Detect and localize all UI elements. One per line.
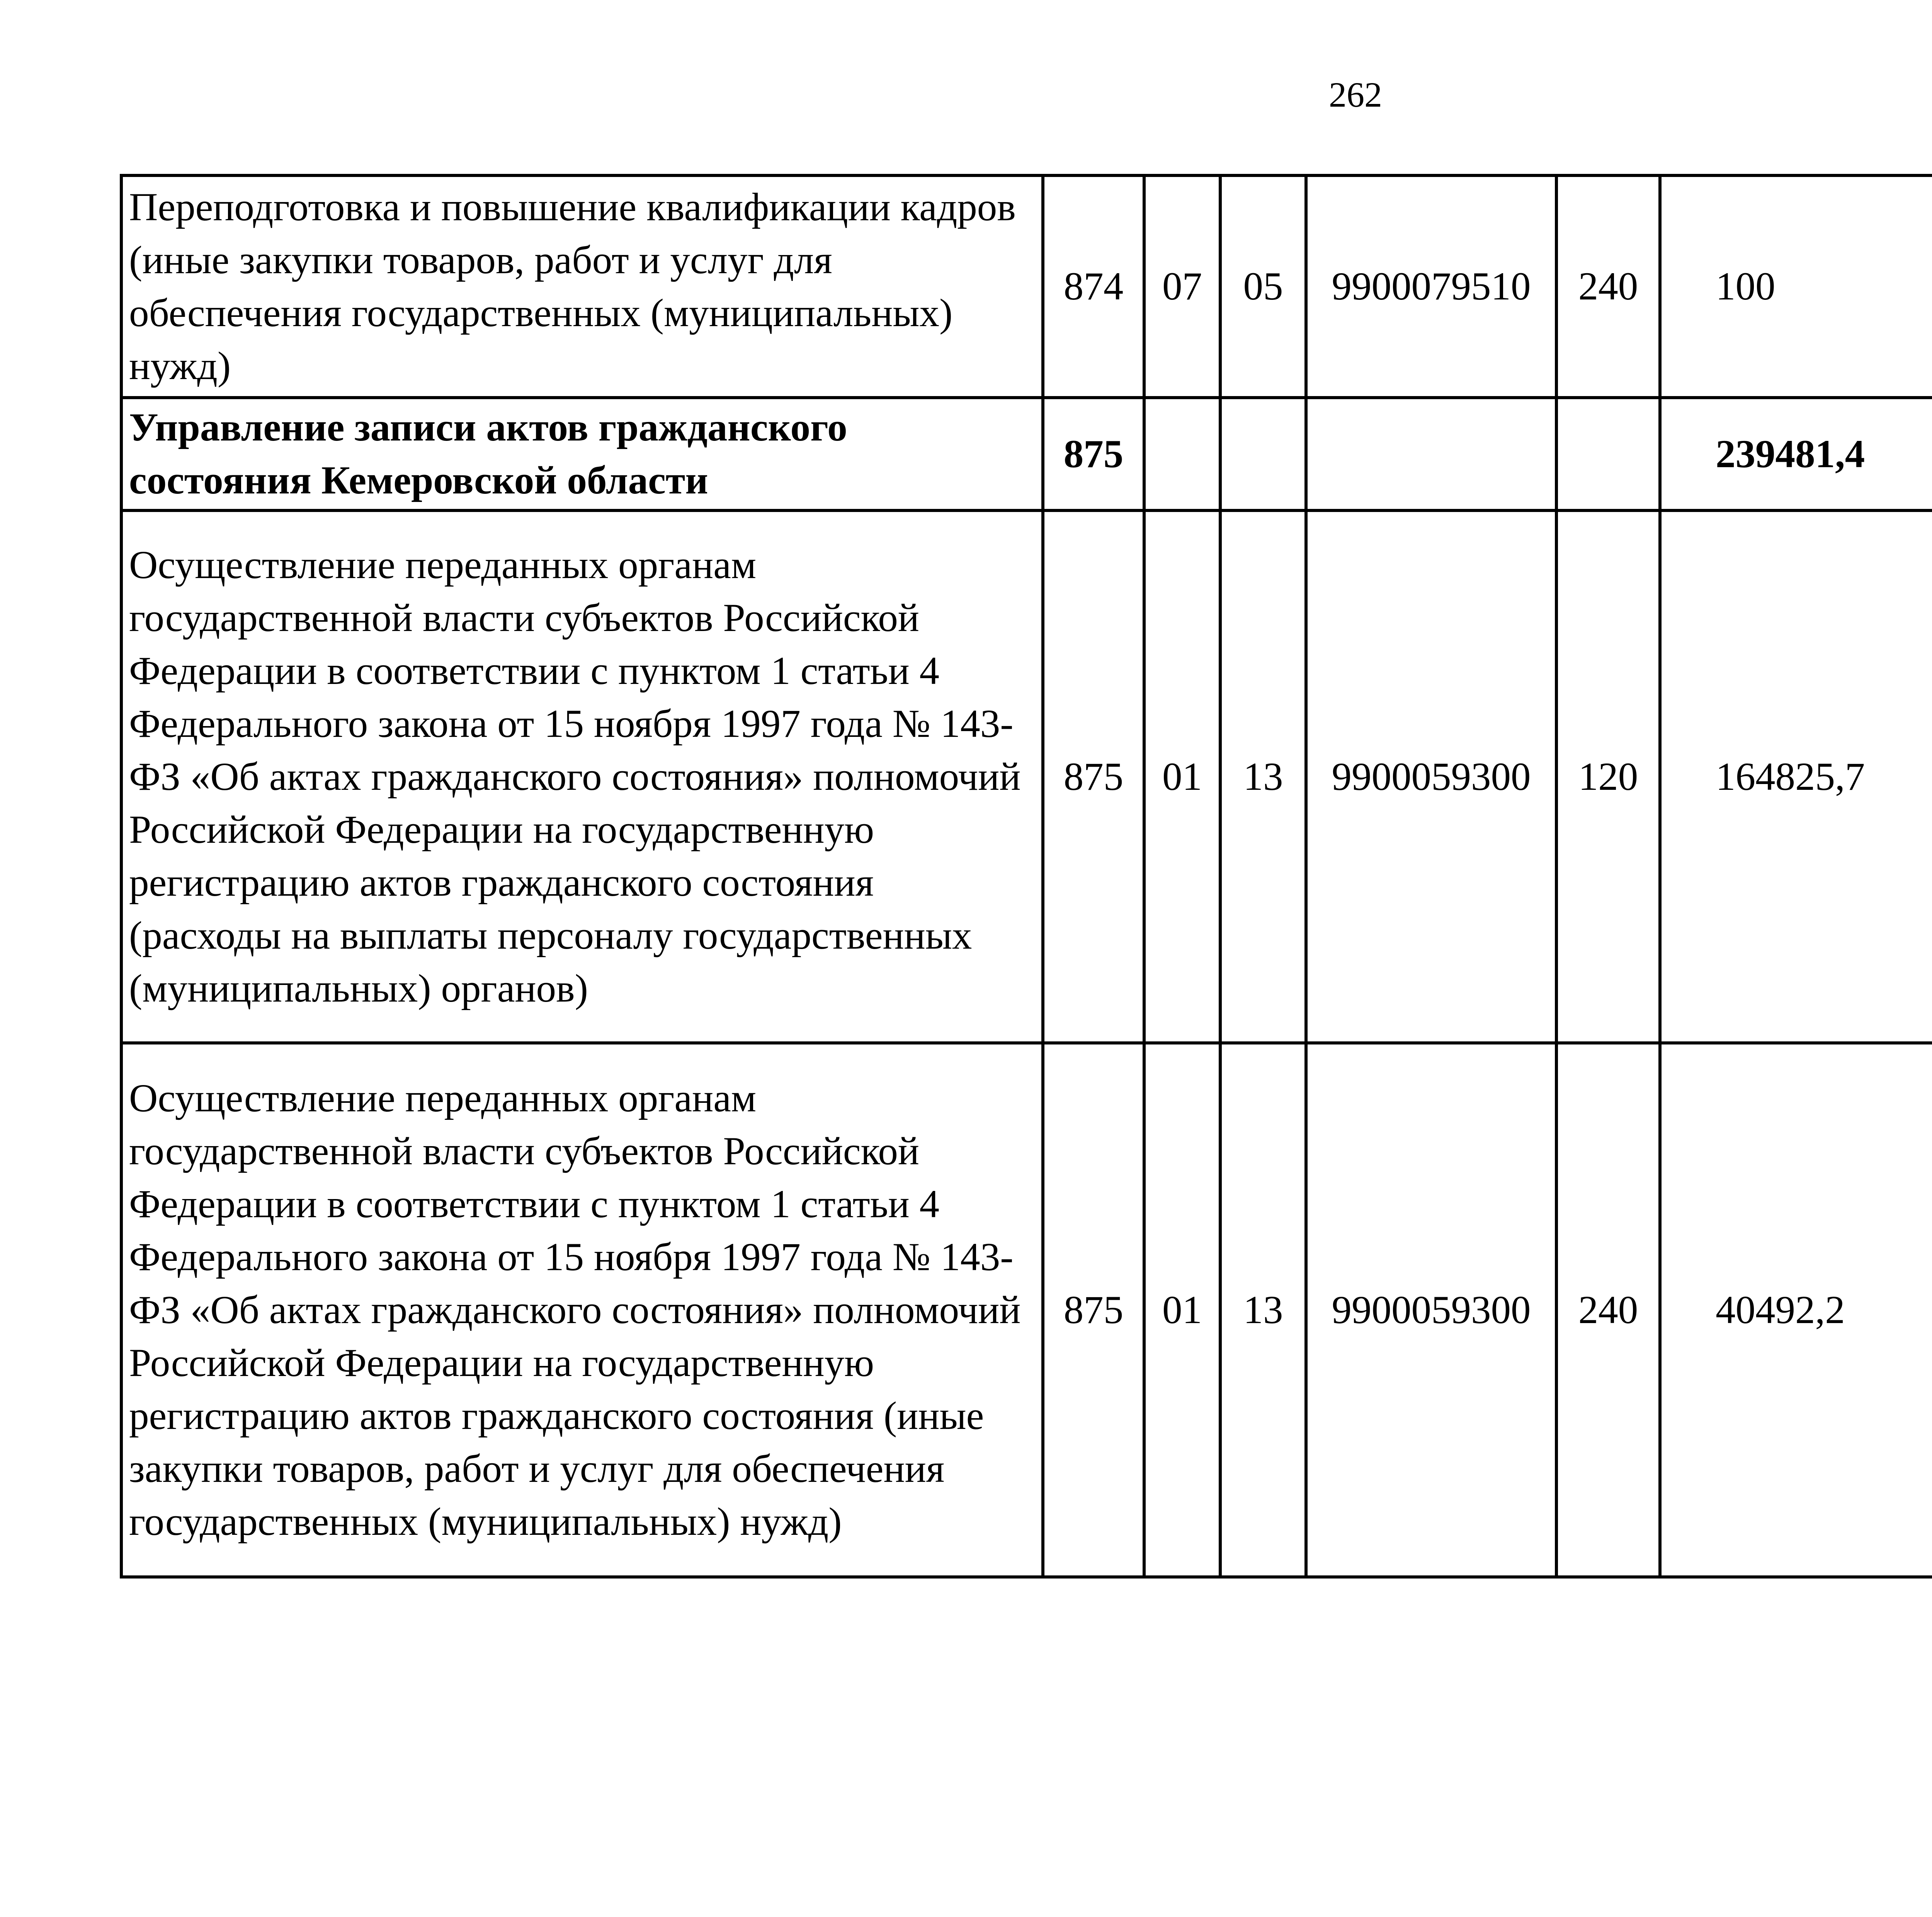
row-description: Управление записи актов гражданского состояния Кемеровской области [121, 398, 1043, 510]
subsection-code: 13 [1220, 510, 1306, 1043]
year1-amount: 40492,2 [1660, 1043, 1932, 1577]
expense-type-code [1556, 398, 1660, 510]
section-code: 07 [1144, 175, 1220, 398]
table-row [121, 398, 1932, 510]
row-description: Осуществление переданных органам государственной власти субъектов Российской Федерации в соответствии с пунктом 1 статьи 4 Федерального закона от 15 ноября 1997 года № 143-ФЗ «Об актах гражданского состояния» полномочий Российской Федерации на государственную регистрацию актов гражданского состояния (иные закупки товаров, работ и услуг для обеспечения государственных (муниципальных) нужд) [121, 1043, 1043, 1577]
row-description: Осуществление переданных органам государственной власти субъектов Российской Федерации в соответствии с пунктом 1 статьи 4 Федерального закона от 15 ноября 1997 года № 143-ФЗ «Об актах гражданского состояния» полномочий Российской Федерации на государственную регистрацию актов гражданского состояния (расходы на выплаты персоналу государственных (муниципальных) органов) [121, 510, 1043, 1043]
section-code [1144, 398, 1220, 510]
page-number: 262 [1329, 75, 1382, 114]
expense-type-code: 240 [1556, 1043, 1660, 1577]
subsection-code: 05 [1220, 175, 1306, 398]
target-article-code [1306, 398, 1556, 510]
section-code: 01 [1144, 1043, 1220, 1577]
year1-amount: 100 [1660, 175, 1932, 398]
subsection-code: 13 [1220, 1043, 1306, 1577]
year1-amount: 239481,4 [1660, 398, 1932, 510]
year1-amount: 164825,7 [1660, 510, 1932, 1043]
row-description: Переподготовка и повышение квалификации кадров (иные закупки товаров, работ и услуг для обеспечения государственных (муниципальных) нужд) [121, 175, 1043, 398]
expense-type-code: 120 [1556, 510, 1660, 1043]
ministry-code: 875 [1043, 398, 1144, 510]
target-article-code: 9900079510 [1306, 175, 1556, 398]
target-article-code: 9900059300 [1306, 510, 1556, 1043]
expense-type-code: 240 [1556, 175, 1660, 398]
subsection-code [1220, 398, 1306, 510]
ministry-code: 874 [1043, 175, 1144, 398]
ministry-code: 875 [1043, 1043, 1144, 1577]
budget-table [120, 174, 1932, 1579]
target-article-code: 9900059300 [1306, 1043, 1556, 1577]
section-code: 01 [1144, 510, 1220, 1043]
table-row [121, 1043, 1932, 1577]
table-row [121, 175, 1932, 398]
table-row [121, 510, 1932, 1043]
ministry-code: 875 [1043, 510, 1144, 1043]
